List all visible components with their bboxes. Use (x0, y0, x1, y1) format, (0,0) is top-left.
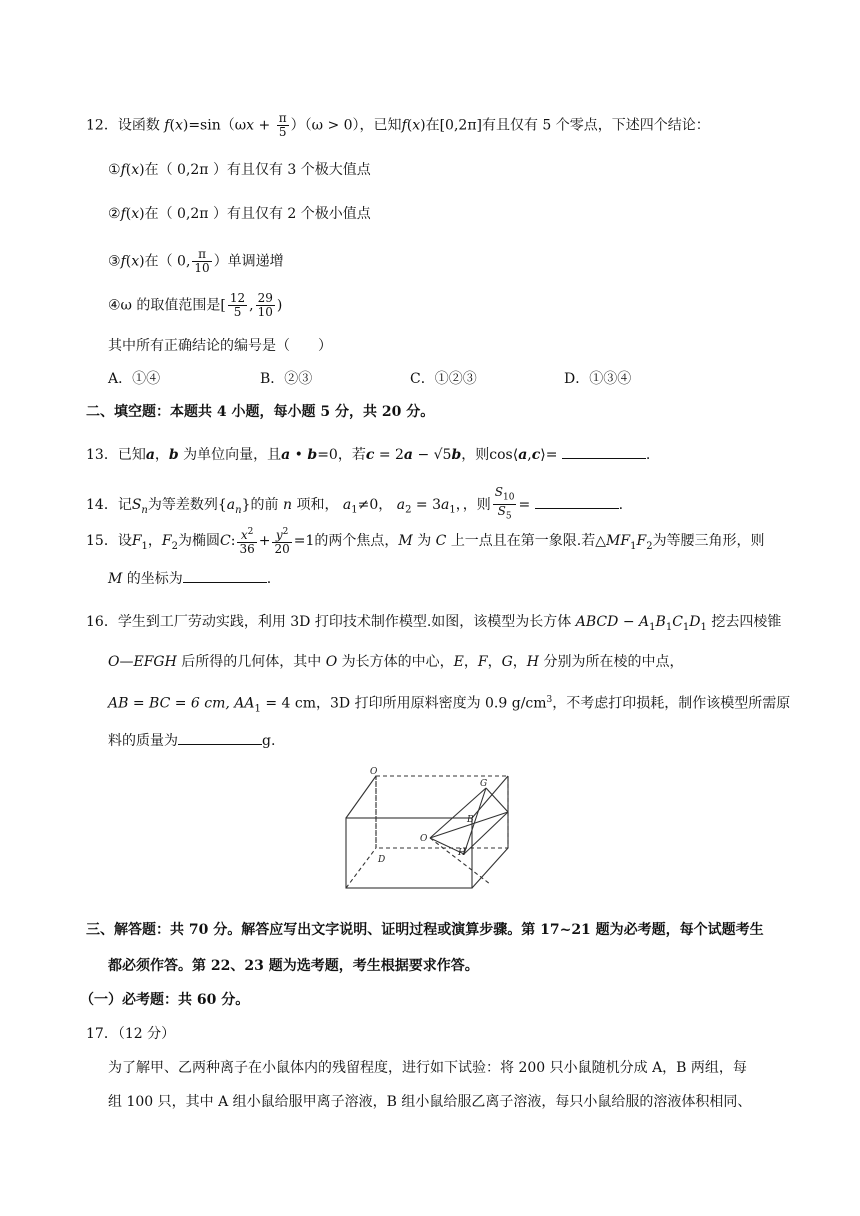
section-3-heading-line2: 都必须作答。第 22、23 题为选考题，考生根据要求作答。 (108, 958, 479, 974)
q16-line1: 16．学生到工厂劳动实践，利用 3D 打印技术制作模型.如图，该模型为长方体 ABCD − $A_1B_1C_1D_1$ 挖去四棱锥 (86, 614, 782, 633)
label-top-o: O (370, 767, 378, 777)
section-2-heading: 二、填空题：本题共 4 小题，每小题 5 分，共 20 分。 (86, 404, 435, 420)
y2-over-20-fraction: $\frac{y^2}{20}$ (274, 527, 290, 556)
q17-header: 17．（12 分） (86, 1026, 176, 1042)
q12-option-c[interactable]: C．①②③ (410, 371, 477, 387)
q12-stem: 12．设函数 f(x)=sin（ωx + $\frac{\pi}{5}$ ）（ω > 0），已知f(x)在[0,2π]有且仅有 5 个零点，下述四个结论： (86, 111, 710, 139)
q15-line1: 15．设$F_1$，$F_2$为椭圆C: $\frac{x^2}{36}$ + $\frac{y^2}{20}$ =1的两个焦点，M 为 C 上一点且在第一象限.若$\triangle MF_1F_2$为等腰三角形，则 (86, 527, 765, 556)
q16-line2: O—EFGH 后所得的几何体，其中 O 为长方体的中心，E，F，G，H 分别为所在棱的中点， (108, 654, 684, 670)
label-b1: B (467, 815, 474, 825)
q15-line2: M 的坐标为 . (108, 568, 271, 589)
q16-answer-blank[interactable] (178, 730, 262, 745)
label-d1: D (378, 855, 386, 865)
q12-conclusion-3: ③f(x)在（ 0, $\frac{\pi}{10}$ ）单调递增 (108, 247, 284, 275)
q12-option-a[interactable]: A．①④ (108, 371, 161, 387)
pi-over-10-fraction: $\frac{\pi}{10}$ (194, 247, 210, 275)
q17-line1: 为了解甲、乙两种离子在小鼠体内的残留程度，进行如下试验：将 200 只小鼠随机分成 A，B 两组，每 (108, 1060, 747, 1076)
s10-over-s5-fraction: $\frac{S_{10}}{S_5}$ (494, 485, 515, 522)
q16-line4: 料的质量为 g. (108, 730, 275, 751)
cuboid-figure (340, 766, 526, 896)
label-g: G (480, 779, 488, 789)
q17-line2: 组 100 只，其中 A 组小鼠给服甲离子溶液，B 组小鼠给服乙离子溶液，每只小鼠给服的溶液体积相同、 (108, 1094, 752, 1110)
q13: 13．已知a，b 为单位向量，且a • b=0，若c = 2a − √5b，则cos⟨a,c⟩= . (86, 444, 650, 465)
q12-conclusion-1: ①f(x)在（ 0,2π ）有且仅有 3 个极大值点 (108, 162, 371, 178)
x2-over-36-fraction: $\frac{x^2}{36}$ (239, 527, 255, 556)
q12-conclusion-2: ②f(x)在（ 0,2π ）有且仅有 2 个极小值点 (108, 206, 371, 222)
q15-answer-blank[interactable] (183, 568, 267, 583)
q12-option-d[interactable]: D．①③④ (564, 371, 632, 387)
q12-conclusion-4: ④ω 的取值范围是[ $\frac{12}{5}$ , $\frac{29}{10}$ ) (108, 291, 283, 319)
fraction-29-10: $\frac{29}{10}$ (257, 291, 273, 319)
label-o: O (420, 834, 428, 844)
q16-line3: AB = BC = 6 cm, $AA_1 = 4$ cm，3D 打印所用原料密度为 0.9 $g/cm^3$，不考虑打印损耗，制作该模型所需原 (108, 695, 791, 715)
label-h: H (458, 848, 466, 858)
q13-answer-blank[interactable] (562, 444, 646, 459)
fraction-12-5: $\frac{12}{5}$ (229, 291, 246, 319)
q14: 14．记$S_n$为等差数列$\{a_n\}$的前 n 项和， $a_1\ne 0$， $a_2 = 3a_1$，，则 $\frac{S_{10}}{S_5}$ = . (86, 485, 624, 522)
q12-option-b[interactable]: B．②③ (260, 371, 313, 387)
pi-over-5-fraction: $\frac{\pi}{5}$ (278, 111, 287, 139)
part-1-heading: （一）必考题：共 60 分。 (80, 992, 250, 1008)
q14-answer-blank[interactable] (535, 494, 619, 509)
section-3-heading-line1: 三、解答题：共 70 分。解答应写出文字说明、证明过程或演算步骤。第 17~21 题为必考题，每个试题考生 (86, 922, 764, 938)
q12-ask: 其中所有正确结论的编号是（ ） (108, 338, 332, 354)
